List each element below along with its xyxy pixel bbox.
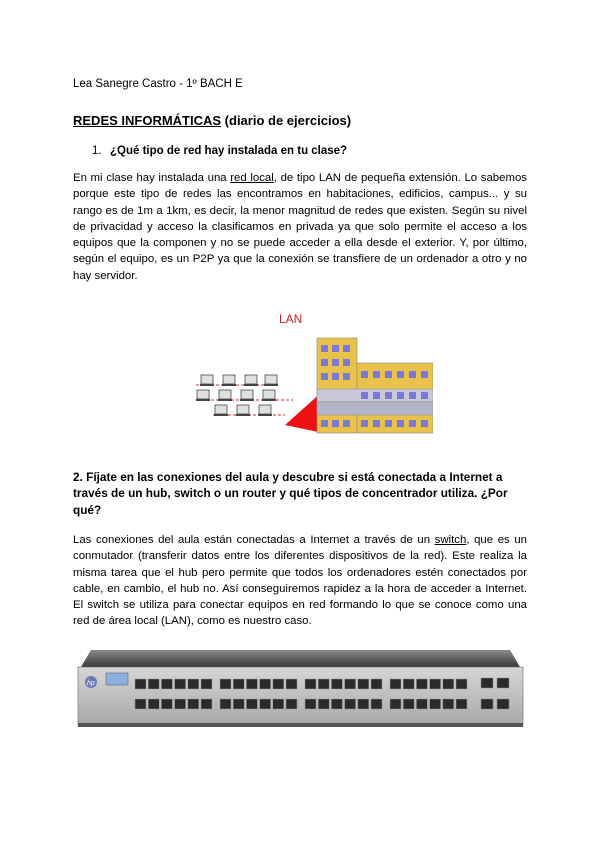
switch-port — [305, 679, 316, 689]
switch-port — [456, 699, 467, 709]
switch-port — [430, 679, 441, 689]
switch-port — [260, 679, 271, 689]
switch-port — [201, 679, 212, 689]
answer-2-paragraph — [73, 532, 527, 630]
switch-port — [390, 699, 401, 709]
switch-port — [331, 699, 342, 709]
switch-port — [201, 699, 212, 709]
building-icon — [317, 338, 433, 433]
switch-port — [358, 699, 369, 709]
switch-port — [161, 679, 172, 689]
switch-port — [390, 679, 401, 689]
computer-network-icon — [196, 375, 293, 416]
question-2: 2. Fíjate en las conexiones del aula y descubre si está conectada a Internet a través de un hub, switch o un router y qué tipos de concentrador utiliza. ¿Por qué? — [73, 470, 508, 517]
switch-port — [161, 699, 172, 709]
question-1-number: 1. — [92, 145, 102, 157]
question-1 — [92, 145, 347, 157]
switch-port — [273, 699, 284, 709]
answer-2-text-end: , que es un conmutador (transferir datos entre los diferentes dispositivos de la red). Este realiza la misma tarea que el hub pero permite que todos los ordenadores estén conectados por cable, en cambio, el hub no. Así conseguiremos rapidez a la hora de acceder a Internet. El switch se utiliza para conectar equipos en red formando lo que se conoce como una red de área local (LAN), como es nuestro caso. — [73, 534, 527, 628]
switch-port — [430, 699, 441, 709]
switch-port — [371, 699, 382, 709]
hp-logo-text: hp — [87, 680, 95, 687]
switch-port — [358, 679, 369, 689]
switch-port — [188, 699, 199, 709]
answer-2-text-start: Las conexiones del aula están conectadas a Internet a través de un — [73, 534, 435, 546]
switch-port — [416, 679, 427, 689]
document-title — [73, 113, 351, 128]
switch-port — [233, 679, 244, 689]
switch-port — [148, 679, 159, 689]
answer-1-text-start: En mi clase hay instalada una — [73, 172, 231, 184]
switch-port — [305, 699, 316, 709]
switch-port — [345, 699, 356, 709]
switch-port — [371, 679, 382, 689]
switch-port — [220, 699, 231, 709]
switch-port — [443, 679, 454, 689]
switch-port — [135, 699, 146, 709]
lan-illustration — [193, 305, 433, 435]
switch-port — [260, 699, 271, 709]
switch-port — [443, 699, 454, 709]
switch-port — [273, 679, 284, 689]
answer-1-text-end: , de tipo LAN de pequeña extensión. Lo sabemos porque este tipo de redes las encontramos en habitaciones, edificios, campus... y su rango es de 1m a 1km, es decir, la menor magnitud de redes que existen. Según su nivel de privacidad y acceso la clasificamos en privada ya que solo permite el acceso a los equipos que la componen y no se puede acceder a ella desde el exterior. Y, por último, según el equipo, es un P2P ya que la conexión se transfiere de un ordenador a otro y no hay servidor. — [73, 172, 527, 282]
switch-port — [135, 679, 146, 689]
switch-port — [416, 699, 427, 709]
switch-port — [286, 699, 297, 709]
switch-port — [286, 679, 297, 689]
network-switch-image — [73, 645, 528, 730]
switch-port — [318, 679, 329, 689]
switch-port — [456, 679, 467, 689]
switch-port — [175, 679, 186, 689]
lan-label: LAN — [279, 312, 303, 326]
switch-port — [403, 679, 414, 689]
switch-port — [318, 699, 329, 709]
switch-port — [233, 699, 244, 709]
switch-link[interactable]: switch — [434, 534, 467, 546]
switch-port — [246, 679, 257, 689]
switch-port — [188, 679, 199, 689]
red-local-link[interactable]: red local — [230, 172, 274, 184]
author-line: Lea Sanegre Castro - 1º BACH E — [73, 78, 243, 90]
switch-port — [246, 699, 257, 709]
switch-port — [331, 679, 342, 689]
switch-port — [175, 699, 186, 709]
question-1-text: ¿Qué tipo de red hay instalada en tu clase? — [110, 145, 348, 157]
title-main: REDES INFORMÁTICAS — [73, 113, 222, 128]
title-sub: (diario de ejercicios) — [221, 113, 352, 128]
switch-port — [345, 679, 356, 689]
switch-port — [403, 699, 414, 709]
switch-port — [148, 699, 159, 709]
answer-1-paragraph — [73, 170, 527, 284]
switch-port — [220, 679, 231, 689]
